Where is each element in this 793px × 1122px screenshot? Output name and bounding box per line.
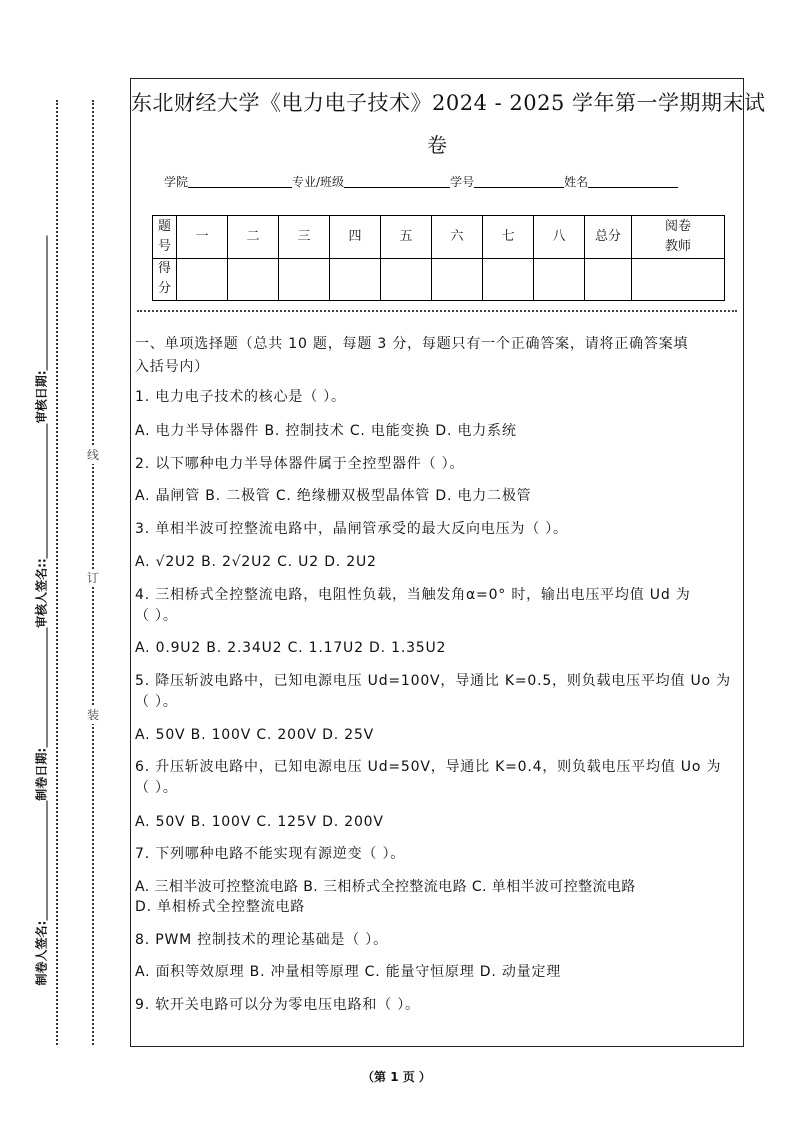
score-table bbox=[152, 215, 725, 301]
col-total: 总分 bbox=[585, 216, 632, 259]
score-cell[interactable] bbox=[177, 258, 228, 301]
question-4-options: A. 0.9U2 B. 2.34U2 C. 1.17U2 D. 1.35U2 bbox=[135, 640, 447, 656]
score-cell[interactable] bbox=[330, 258, 381, 301]
binding-char-zhuang: 装 bbox=[86, 708, 99, 722]
exam-title: 东北财经大学《电力电子技术》2024 - 2025 学年第一学期期末试 bbox=[131, 91, 766, 115]
question-8: 8. PWM 控制技术的理论基础是（ ）。 bbox=[135, 932, 388, 948]
margin-dotted-line-outer bbox=[56, 100, 58, 1045]
score-table-header-row bbox=[153, 216, 725, 259]
question-7-options: A. 三相半波可控整流电路 B. 三相桥式全控整流电路 C. 单相半波可控整流电路 bbox=[135, 879, 636, 895]
section-heading-cont: 入括号内） bbox=[135, 359, 209, 375]
question-3: 3. 单相半波可控整流电路中，晶闸管承受的最大反向电压为（ ）。 bbox=[135, 521, 568, 537]
major-class-label: 专业/班级 bbox=[292, 175, 345, 189]
college-field[interactable] bbox=[188, 187, 292, 188]
question-2-options: A. 晶闸管 B. 二极管 C. 绝缘栅双极型晶体管 D. 电力二极管 bbox=[135, 488, 532, 504]
col-7: 七 bbox=[483, 216, 534, 259]
question-7: 7. 下列哪种电路不能实现有源逆变（ ）。 bbox=[135, 846, 406, 862]
binding-char-ding: 订 bbox=[86, 571, 99, 585]
question-number-label: 题 号 bbox=[153, 216, 177, 259]
question-9: 9. 软开关电路可以分为零电压电路和（ ）。 bbox=[135, 997, 420, 1013]
question-5: 5. 降压斩波电路中，已知电源电压 Ud=100V，导通比 K=0.5，则负载电压平均值 Uo 为 bbox=[135, 673, 731, 689]
prepare-date-field[interactable] bbox=[47, 628, 48, 748]
question-5-cont: （ ）。 bbox=[135, 694, 178, 710]
question-7-options-cont: D. 单相桥式全控整流电路 bbox=[135, 899, 306, 915]
score-table-score-row bbox=[153, 258, 725, 301]
review-date-label: 审核日期: bbox=[34, 370, 49, 424]
col-2: 二 bbox=[228, 216, 279, 259]
score-cell[interactable] bbox=[228, 258, 279, 301]
question-6-cont: （ ）。 bbox=[135, 780, 178, 796]
margin-signature-block bbox=[30, 101, 52, 1046]
question-5-options: A. 50V B. 100V C. 200V D. 25V bbox=[135, 727, 375, 743]
score-cell[interactable] bbox=[279, 258, 330, 301]
score-cell[interactable] bbox=[381, 258, 432, 301]
review-date-field[interactable] bbox=[47, 235, 48, 370]
exam-page-frame bbox=[130, 78, 766, 1047]
score-cell[interactable] bbox=[534, 258, 585, 301]
name-label: 姓名 bbox=[564, 175, 589, 189]
question-2: 2. 以下哪种电力半导体器件属于全控型器件（ ）。 bbox=[135, 456, 465, 472]
major-class-field[interactable] bbox=[344, 187, 450, 188]
col-3: 三 bbox=[279, 216, 330, 259]
question-6: 6. 升压斩波电路中，已知电源电压 Ud=50V，导通比 K=0.4，则负载电压平均值 Uo 为 bbox=[135, 759, 722, 775]
col-grader: 阅卷 教师 bbox=[632, 216, 725, 259]
prepare-date-label: 制卷日期: bbox=[34, 747, 49, 801]
exam-title-continued: 卷 bbox=[427, 133, 447, 157]
preparer-signature-label: 制卷人签名: bbox=[34, 920, 49, 986]
question-6-options: A. 50V B. 100V C. 125V D. 200V bbox=[135, 814, 384, 830]
reviewer-signature-field[interactable] bbox=[47, 423, 48, 558]
question-4: 4. 三相桥式全控整流电路，电阻性负载，当触发角α=0° 时，输出电压平均值 Ud 为 bbox=[135, 587, 691, 603]
question-8-options: A. 面积等效原理 B. 冲量相等原理 C. 能量守恒原理 D. 动量定理 bbox=[135, 964, 562, 980]
reviewer-signature-label: 审核人签名:: bbox=[34, 558, 49, 628]
student-id-field[interactable] bbox=[474, 187, 564, 188]
grader-cell[interactable] bbox=[632, 258, 725, 301]
score-cell[interactable] bbox=[432, 258, 483, 301]
col-4: 四 bbox=[330, 216, 381, 259]
separator-dotted-line bbox=[137, 310, 737, 312]
col-6: 六 bbox=[432, 216, 483, 259]
question-1-options: A. 电力半导体器件 B. 控制技术 C. 电能变换 D. 电力系统 bbox=[135, 423, 517, 439]
score-label: 得 分 bbox=[153, 258, 177, 301]
college-label: 学院 bbox=[164, 175, 189, 189]
name-field[interactable] bbox=[588, 187, 678, 188]
question-3-options: A. √2U2 B. 2√2U2 C. U2 D. 2U2 bbox=[135, 554, 377, 570]
question-1: 1. 电力电子技术的核心是（ ）。 bbox=[135, 389, 346, 405]
section-heading: 一、单项选择题（总共 10 题，每题 3 分，每题只有一个正确答案，请将正确答案填 bbox=[135, 336, 689, 352]
score-cell-total[interactable] bbox=[585, 258, 632, 301]
col-8: 八 bbox=[534, 216, 585, 259]
col-1: 一 bbox=[177, 216, 228, 259]
question-4-cont: （ ）。 bbox=[135, 608, 178, 624]
score-cell[interactable] bbox=[483, 258, 534, 301]
student-info-row bbox=[164, 173, 678, 190]
page-number: （第 1 页 ） bbox=[362, 1070, 431, 1084]
col-5: 五 bbox=[381, 216, 432, 259]
preparer-signature-field[interactable] bbox=[47, 801, 48, 921]
student-id-label: 学号 bbox=[450, 175, 475, 189]
binding-char-line: 线 bbox=[86, 448, 99, 462]
